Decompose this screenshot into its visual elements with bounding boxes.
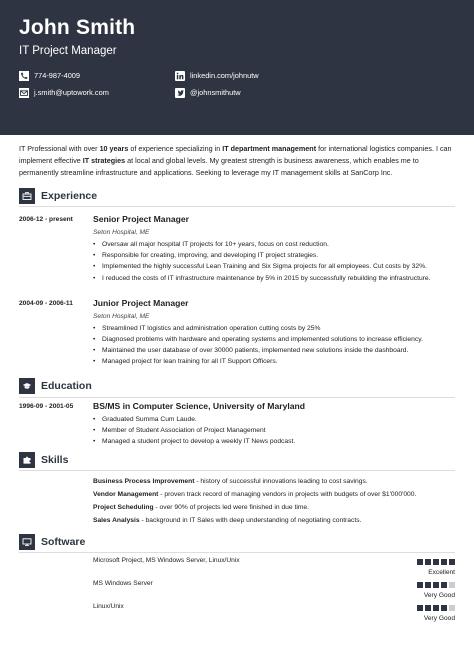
- skill-name: Vendor Management: [93, 491, 159, 499]
- software-item: [19, 601, 455, 622]
- summary-text: for international logistics companies. I can implement effective: [19, 144, 452, 165]
- summary-text: IT Professional with over: [19, 144, 100, 153]
- contact-linkedin[interactable]: [175, 70, 335, 81]
- list-item: • Maintained the user database of over 30000 patients, implemented new solutions inside the dashboard.: [102, 345, 455, 356]
- rating-dot-filled: [425, 559, 431, 565]
- candidate-title: IT Project Manager: [19, 45, 117, 57]
- rating-dots: [395, 605, 455, 611]
- email-text: j.smith@uptowork.com: [34, 88, 109, 97]
- list-item: • Streamlined IT logistics and administration operation cutting costs by 25%: [102, 323, 455, 334]
- phone-icon: [19, 71, 29, 81]
- skill-desc: - over 90% of projects led were finished in due time.: [153, 504, 309, 512]
- software-name: MS Windows Server: [93, 580, 153, 588]
- rating-dot-filled: [417, 559, 423, 565]
- section-header: [19, 533, 455, 553]
- email-icon: [19, 88, 29, 98]
- skill-desc: - history of successful innovations leading to cost savings.: [194, 478, 368, 486]
- skill-name: Project Scheduling: [93, 504, 154, 512]
- rating-dot-empty: [449, 605, 455, 611]
- education-body: [93, 401, 455, 448]
- list-item: • Managed project for lean training for all IT Support Officers.: [102, 356, 455, 367]
- list-item: • Implemented the highly successful Lean Training and Six Sigma projects for all employees. Cut costs by 32%.: [102, 261, 455, 272]
- software-list: [19, 555, 455, 622]
- software-level: Very Good: [423, 615, 455, 623]
- rating-dot-filled: [441, 605, 447, 611]
- software-section: [19, 533, 455, 622]
- section-title: Skills: [41, 453, 69, 466]
- rating-dot-filled: [433, 559, 439, 565]
- job-title: Senior Project Manager: [93, 214, 189, 224]
- education-bullets: [93, 414, 455, 448]
- software-rating: [395, 601, 455, 622]
- job-body: [93, 214, 455, 284]
- skill-desc: - proven track record of managing vendors in projects with budgets of over $1'000'000.: [158, 491, 417, 499]
- job-employer: Seton Hospital, ME: [93, 312, 150, 320]
- job-body: [93, 298, 455, 368]
- skill-desc: - background in IT Sales with deep understanding of negotiating contracts.: [139, 517, 362, 525]
- software-item: [19, 555, 455, 576]
- contact-email[interactable]: [19, 87, 175, 98]
- software-name: Linux/Unix: [93, 603, 124, 611]
- skills-section: [19, 451, 455, 527]
- software-rating: [395, 578, 455, 599]
- job-entry: [19, 214, 455, 284]
- section-header: [19, 451, 455, 471]
- summary-bold: IT strategies: [82, 156, 126, 165]
- linkedin-icon: [175, 71, 185, 81]
- software-name: Microsoft Project, MS Windows Server, Linux/Unix: [93, 557, 240, 565]
- rating-dot-filled: [433, 605, 439, 611]
- summary-bold: IT department management: [222, 144, 317, 153]
- skills-list: [19, 475, 455, 527]
- list-item: • Managed a student project to develop a weekly IT News podcast.: [102, 436, 455, 447]
- rating-dots: [395, 582, 455, 588]
- contact-list: [19, 70, 455, 98]
- summary-text: at local and global levels. My greatest strength is business awareness, which enables me to permanently streamline infrastructure and applications. Seeking to leverage my IT management skills at SanCorp Inc.: [19, 156, 419, 177]
- summary-paragraph: [0, 135, 474, 179]
- briefcase-icon: [19, 188, 35, 204]
- candidate-name: John Smith: [19, 16, 136, 39]
- section-header: [19, 187, 455, 207]
- skill-item: [19, 475, 455, 488]
- rating-dot-filled: [441, 582, 447, 588]
- education-section: [19, 378, 455, 448]
- section-title: Software: [41, 535, 86, 548]
- rating-dot-filled: [425, 605, 431, 611]
- rating-dot-filled: [425, 582, 431, 588]
- rating-dot-empty: [449, 582, 455, 588]
- software-level: Very Good: [423, 592, 455, 600]
- skill-item: [19, 488, 455, 501]
- job-title: Junior Project Manager: [93, 297, 189, 308]
- job-bullets: [93, 323, 455, 368]
- job-date: 2006-12 - present: [19, 216, 73, 223]
- graduation-cap-icon: [19, 378, 35, 394]
- job-date: 2004-09 - 2006-11: [19, 299, 73, 307]
- rating-dot-filled: [433, 582, 439, 588]
- resume-header: [0, 0, 474, 135]
- education-entry: [19, 401, 455, 448]
- education-degree: BS/MS in Computer Science, University of Maryland: [93, 400, 306, 411]
- summary-bold: 10 years: [99, 144, 129, 153]
- list-item: • Graduated Summa Cum Laude.: [102, 414, 455, 425]
- software-rating: [395, 555, 455, 576]
- section-header: [19, 378, 455, 398]
- rating-dot-filled: [417, 605, 423, 611]
- list-item: • Responsible for creating, improving, and developing IT project strategies.: [102, 250, 455, 261]
- rating-dot-filled: [441, 559, 447, 565]
- job-bullets: [93, 239, 455, 284]
- phone-text: 774-987-4009: [34, 71, 81, 80]
- contact-phone: [19, 70, 175, 81]
- skill-item: [19, 514, 455, 527]
- software-item: [19, 578, 455, 599]
- contact-twitter[interactable]: [175, 87, 335, 98]
- monitor-icon: [19, 534, 35, 550]
- rating-dots: [395, 559, 455, 565]
- section-title: Education: [41, 380, 92, 393]
- job-employer: Seton Hospital, ME: [93, 229, 150, 236]
- skill-name: Sales Analysis: [93, 517, 140, 525]
- list-item: • Oversaw all major hospital IT projects for 10+ years, focus on cost reduction.: [102, 239, 455, 250]
- education-date: 1996-09 - 2001-05: [19, 402, 74, 410]
- list-item: • Member of Student Association of Project Management: [102, 425, 455, 436]
- twitter-icon: [175, 88, 185, 98]
- twitter-text: @johnsmithutw: [190, 88, 241, 97]
- list-item: • Diagnosed problems with hardware and operating systems and implemented solutions to increase efficiency.: [102, 334, 455, 345]
- rating-dot-filled: [417, 582, 423, 588]
- skill-item: [19, 501, 455, 514]
- linkedin-text: linkedin.com/johnutw: [190, 71, 259, 80]
- puzzle-icon: [19, 452, 35, 468]
- job-entry: [19, 298, 455, 368]
- experience-section: [19, 187, 455, 368]
- list-item: • I reduced the costs of IT infrastructure maintenance by 5% in 2015 by successfully rebuilding the infrastructure.: [102, 273, 455, 284]
- section-title: Experience: [41, 189, 98, 202]
- skill-name: Business Process Improvement: [93, 478, 195, 486]
- summary-text: of experience specializing in: [128, 144, 223, 153]
- software-level: Excellent: [428, 569, 455, 577]
- rating-dot-filled: [449, 559, 455, 565]
